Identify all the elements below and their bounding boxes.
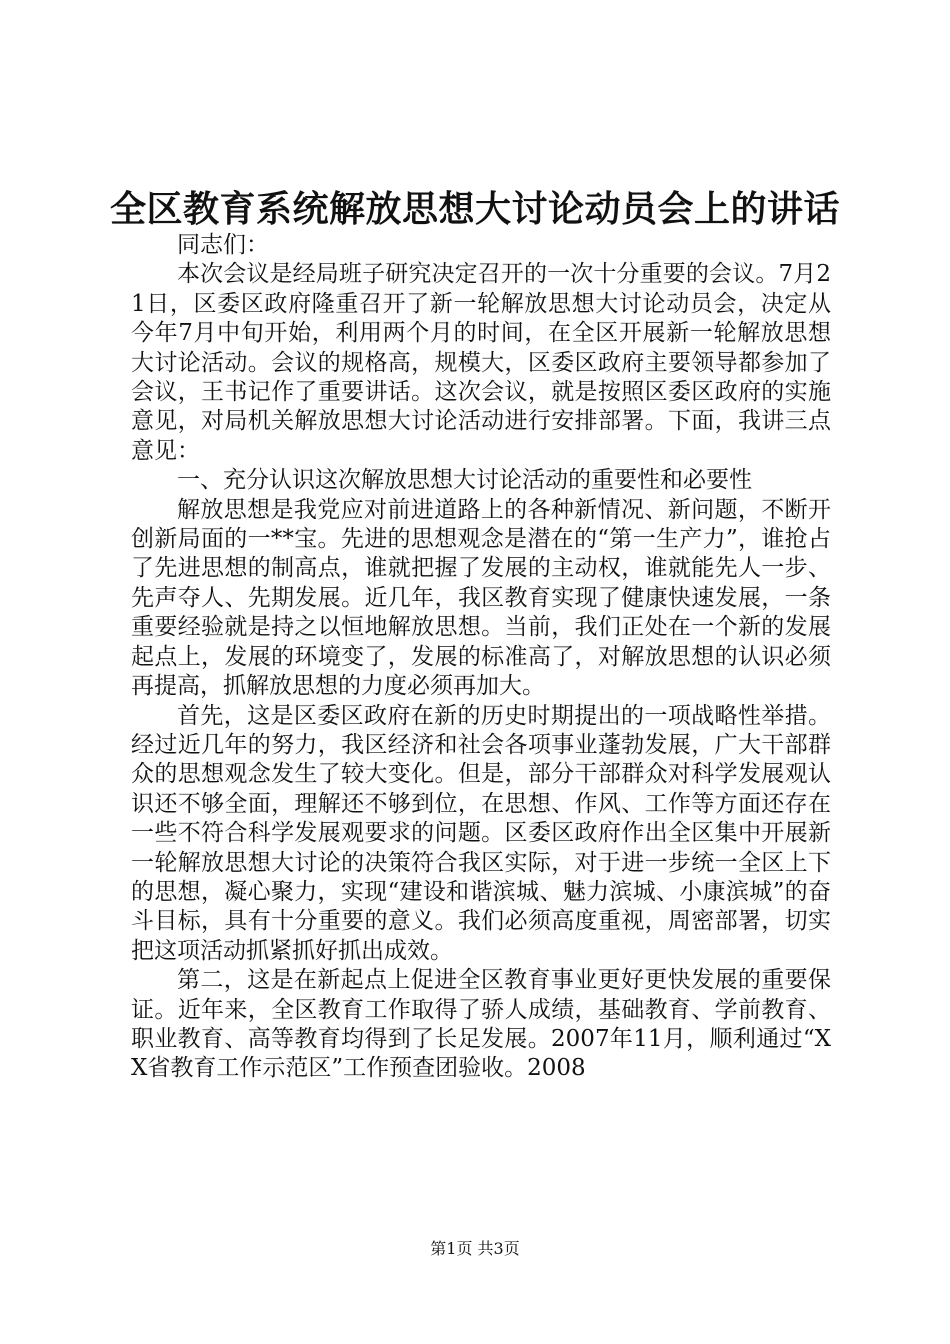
paragraph: 解放思想是我党应对前进道路上的各种新情况、新问题，不断开创新局面的一**宝。先进的思想观念是潜在的“第一生产力”，谁抢占了先进思想的制高点，谁就把握了发展的主动权，谁就能先人一步、先声夺人、先期发展。近几年，我区教育实现了健康快速发展，一条重要经验就是持之以恒地解放思想。当前，我们正处在一个新的发展起点上，发展的环境变了，发展的标准高了，对解放思想的认识必须再提高，抓解放思想的力度必须再加大。: [131, 496, 831, 700]
page-indicator: 第1页 共3页: [430, 1239, 520, 1258]
page-footer: [0, 1238, 950, 1260]
document-title: 全区教育系统解放思想大讨论动员会上的讲话: [109, 189, 840, 230]
paragraph: 首先，这是区委区政府在新的历史时期提出的一项战略性举措。经过近几年的努力，我区经济和社会各项事业蓬勃发展，广大干部群众的思想观念发生了较大变化。但是，部分干部群众对科学发展观认识还不够全面，理解还不够到位，在思想、作风、工作等方面还存在一些不符合科学发展观要求的问题。区委区政府作出全区集中开展新一轮解放思想大讨论的决策符合我区实际，对于进一步统一全区上下的思想，凝心聚力，实现“建设和谐滨城、魅力滨城、小康滨城”的奋斗目标，具有十分重要的意义。我们必须高度重视，周密部署，切实把这项活动抓紧抓好抓出成效。: [131, 702, 831, 964]
paragraph: 第二，这是在新起点上促进全区教育事业更好更快发展的重要保证。近年来，全区教育工作取得了骄人成绩，基础教育、学前教育、职业教育、高等教育均得到了长足发展。2007年11月，顺利通过“XX省教育工作示范区”工作预查团验收。2008: [131, 967, 831, 1082]
paragraph-intro: 本次会议是经局班子研究决定召开的一次十分重要的会议。7月21日，区委区政府隆重召开了新一轮解放思想大讨论动员会，决定从今年7月中旬开始，利用两个月的时间，在全区开展新一轮解放思想大讨论活动。会议的规格高，规模大，区委区政府主要领导都参加了会议，王书记作了重要讲话。这次会议，就是按照区委区政府的实施意见，对局机关解放思想大讨论活动进行安排部署。下面，我讲三点意见：: [131, 261, 831, 464]
salutation: 同志们：: [177, 232, 269, 258]
section-heading: 一、充分认识这次解放思想大讨论活动的重要性和必要性: [177, 467, 752, 494]
document-body: [131, 231, 831, 1084]
